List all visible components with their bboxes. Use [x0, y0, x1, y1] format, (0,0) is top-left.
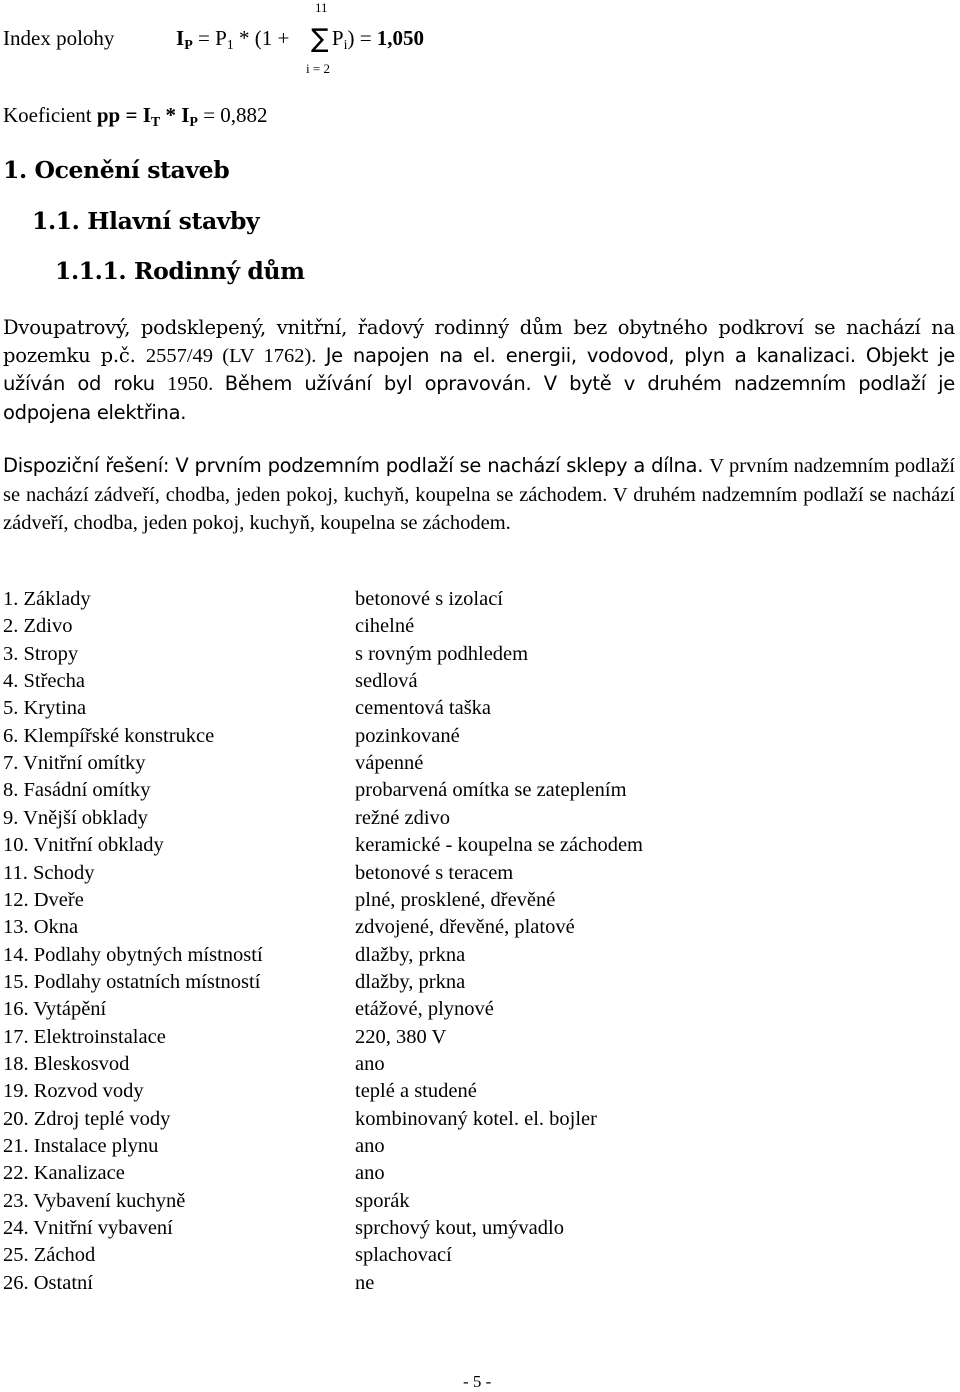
- spec-label: 18. Bleskosvod: [3, 1052, 130, 1075]
- spec-value: etážové, plynové: [355, 998, 494, 1021]
- desc-part-7: odpojena elektřina.: [3, 400, 187, 424]
- spec-value: betonové s teracem: [355, 861, 514, 884]
- spec-value: teplé a studené: [355, 1080, 477, 1103]
- heading-oceneni-staveb: 1. Ocenění staveb: [3, 156, 230, 184]
- pi-sub: i: [343, 38, 348, 53]
- spec-label: 23. Vybavení kuchyně: [3, 1189, 186, 1212]
- desc-part-1: Dvoupatrový, podsklepený, vnitřní, řadový rodinný dům bez obytného podkroví se nachází na pozemku p.č.: [3, 316, 955, 367]
- spec-label: 24. Vnitřní vybavení: [3, 1217, 173, 1240]
- spec-value: sedlová: [355, 670, 418, 693]
- spec-value: 220, 380 V: [355, 1025, 447, 1048]
- ip-sub: P: [184, 38, 193, 53]
- formula-mid: * (1 +: [233, 26, 295, 50]
- disposition-part-1: Dispoziční řešení: V prvním podzemním podlaží se nachází sklepy a dílna.: [3, 454, 710, 477]
- spec-label: 15. Podlahy ostatních místností: [3, 970, 261, 993]
- spec-label: 7. Vnitřní omítky: [3, 752, 146, 775]
- spec-value: ano: [355, 1135, 385, 1157]
- index-polohy-value: 1,050: [376, 26, 425, 50]
- spec-value: pozinkované: [355, 724, 460, 747]
- desc-part-3: Je napojen na el. energii, vodovod, plyn a kanalizaci.: [325, 343, 866, 367]
- index-polohy-formula: [176, 26, 424, 54]
- spec-label: 13. Okna: [3, 916, 79, 939]
- spec-value: kombinovaný kotel. el. bojler: [355, 1107, 597, 1130]
- spec-label: 4. Střecha: [3, 670, 85, 693]
- spec-value: plné, prosklené, dřevěné: [355, 888, 556, 911]
- desc-part-5: 1950.: [167, 373, 225, 395]
- spec-value: keramické - koupelna se záchodem: [355, 834, 644, 857]
- koeficient-label: Koeficient: [3, 103, 97, 127]
- heading-hlavni-stavby: 1.1. Hlavní stavby: [32, 207, 260, 235]
- koeficient-result: = 0,882: [197, 103, 268, 127]
- spec-value: betonové s izolací: [355, 588, 504, 610]
- spec-value: cihelné: [355, 615, 415, 638]
- spec-value: zdvojené, dřevěné, platové: [355, 916, 575, 939]
- desc-part-4: Objekt je užíván od roku: [3, 343, 956, 395]
- pi-main: P: [326, 26, 344, 50]
- spec-label: 5. Krytina: [3, 697, 87, 720]
- spec-label: 9. Vnější obklady: [3, 806, 148, 829]
- spec-label: 1. Základy: [3, 588, 91, 610]
- spec-label: 6. Klempířské konstrukce: [3, 724, 215, 747]
- desc-part-2: 2557/49 (LV 1762).: [145, 344, 326, 367]
- spec-value: dlažby, prkna: [355, 970, 466, 993]
- spec-label: 25. Záchod: [3, 1244, 96, 1267]
- spec-label: 26. Ostatní: [3, 1271, 93, 1294]
- sum-upper-limit: 11: [315, 0, 328, 15]
- description-paragraph: [3, 314, 955, 426]
- spec-label: 16. Vytápění: [3, 998, 107, 1021]
- p1-sub: 1: [226, 38, 234, 53]
- spec-label: 14. Podlahy obytných místností: [3, 943, 263, 966]
- spec-label: 8. Fasádní omítky: [3, 779, 151, 802]
- disposition-paragraph: [3, 452, 955, 538]
- spec-label: 12. Dveře: [3, 888, 84, 911]
- page-number: - 5 -: [463, 1372, 492, 1391]
- eq-p: = P: [192, 26, 227, 50]
- spec-value: probarvená omítka se zateplením: [355, 779, 627, 802]
- t-sub: T: [150, 115, 161, 130]
- spec-label: 10. Vnitřní obklady: [3, 834, 164, 857]
- spec-label: 20. Zdroj teplé vody: [3, 1107, 171, 1130]
- spec-value: cementová taška: [355, 697, 492, 720]
- spec-value: vápenné: [355, 752, 424, 775]
- sum-lower-limit: i = 2: [306, 61, 330, 76]
- spec-value: sprchový kout, umývadlo: [355, 1217, 564, 1240]
- spec-label: 19. Rozvod vody: [3, 1080, 144, 1103]
- heading-rodinny-dum: 1.1.1. Rodinný dům: [55, 257, 305, 285]
- spec-label: 11. Schody: [3, 861, 95, 884]
- spec-label: 22. Kanalizace: [3, 1162, 125, 1185]
- index-polohy-label: Index polohy: [3, 26, 115, 50]
- spec-value: ano: [355, 1052, 385, 1075]
- spec-value: sporák: [355, 1189, 410, 1212]
- spec-value: splachovací: [355, 1244, 452, 1267]
- spec-label: 17. Elektroinstalace: [3, 1025, 166, 1048]
- star-ip: * I: [160, 103, 190, 127]
- formula-close: ) =: [347, 26, 377, 50]
- spec-label: 3. Stropy: [3, 642, 79, 665]
- spec-value: dlažby, prkna: [355, 943, 466, 966]
- spec-value: s rovným podhledem: [355, 642, 529, 665]
- sum-symbol: ∑: [311, 24, 329, 54]
- spec-value: ano: [355, 1162, 385, 1185]
- desc-part-6: Během užívání byl opravován. V bytě v druhém nadzemním podlaží je: [224, 372, 955, 395]
- disposition-part-2: V prvním nadzemním podlaží se nachází zádveří, chodba, jeden pokoj, kuchyň, koupelna se záchodem. V druhém nadzemním podlaží se nachází zádveří, chodba, jeden pokoj, kuchyň, koupelna se záchodem.: [3, 455, 956, 534]
- p-sub: P: [189, 115, 198, 130]
- ip-main: I: [176, 26, 185, 50]
- spec-value: režné zdivo: [355, 806, 451, 829]
- pp-it: pp = I: [96, 103, 151, 127]
- spec-label: 2. Zdivo: [3, 615, 73, 638]
- spec-label: 21. Instalace plynu: [3, 1135, 159, 1157]
- koeficient-formula: [3, 103, 268, 131]
- spec-value: ne: [355, 1271, 375, 1294]
